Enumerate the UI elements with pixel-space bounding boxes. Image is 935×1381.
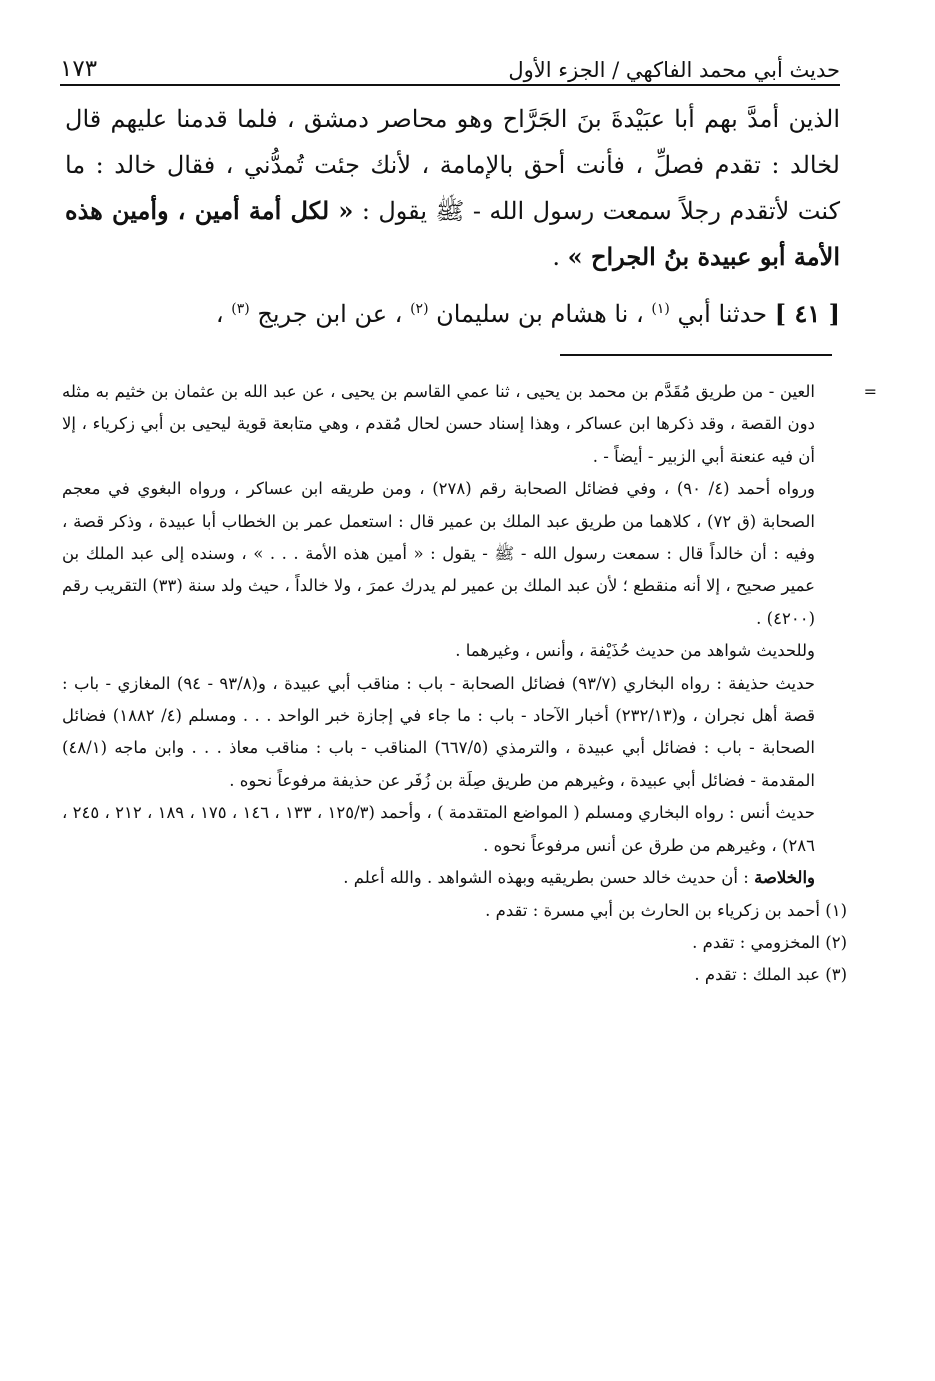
paragraph-end: . [552,243,568,271]
footnote-ref-1: (١) [651,301,670,317]
note-paragraph: حديث حذيفة : رواه البخاري (٩٣/٧) فضائل الصحابة - باب : مناقب أبي عبيدة ، و(٩٣/٨ - ٩٤) المغازي - باب : قصة أهل نجران ، و(٢٣٢/١٣) أخبار الآحاد - باب : ما جاء في إجازة خبر الواحد . . . ومسلم (٤/ ١٨٨٢) فضائل الصحابة - باب : فضائل أبي عبيدة ، والترمذي (٦٦٧/٥) المناقب - باب : مناقب معاذ . . . وابن ماجه (٤٨/١) المقدمة - فضائل أبي عبيدة ، وغيرهم من طريق صِلَة بن زُفَر عن حذيفة مرفوعاً نحوه . [62,673,815,790]
summary-label: والخلاصة [754,868,815,888]
footnote-list [62,895,847,992]
note-paragraph: العين - من طريق مُقَدَّم بن محمد بن يحيى ، ثنا عمي القاسم بن يحيى ، عن عبد الله بن عثمان بن خثيم به مثله دون القصة ، وقد ذكرها ابن عساكر ، وهذا إسناد حسن لحال مُقدم ، وهي متابعة قوية ليحيى بن أبي زكرياء ، إلا أن فيه عنعنة أبي الزبير - أيضاً - . [62,382,815,466]
chain-text-a: حدثنا أبي [677,300,768,328]
footnotes-section [62,376,877,992]
footnote-3: (٣) عبد الملك : تقدم . [694,965,847,985]
footnote-ref-2: (٢) [410,301,429,317]
hadith-quote: « لكل أمة أمين ، وأمين هذه الأمة أبو عبيدة بنُ الجراح » [65,196,840,271]
continuation-marker: = [863,382,877,401]
summary-paragraph [62,862,847,894]
note-paragraph: ورواه أحمد (٤/ ٩٠) ، وفي فضائل الصحابة رقم (٢٧٨) ، ومن طريقه ابن عساكر ، ورواه البغوي في معجم الصحابة (ق ٧٢) ، كلاهما من طريق عبد الملك بن عمير قال : استعمل عمر بن الخطاب أبا عبيدة ، وذكر قصة ، وفيه : أن خالداً قال : سمعت رسول الله - ﷺ - يقول : « أمين هذه الأمة . . . » ، وسنده إلى عبد الملك بن عمير صحيح ، إلا أنه منقطع ؛ لأن عبد الملك بن عمير لم يدرك عمرَ ، ولا خالداً ، حيث ولد سنة (٣٣) التقريب رقم (٤٢٠٠) . [62,479,816,628]
main-text [65,96,840,337]
summary-text: : أن حديث خالد حسن بطريقيه وبهذه الشواهد . والله أعلم . [343,868,755,888]
footnote-ref-3: (٣) [231,301,250,317]
chain-text-d: ، [215,300,224,328]
note-paragraph: وللحديث شواهد من حديث حُذَيْفة ، وأنس ، وغيرهما . [455,641,815,661]
page-number: ١٧٣ [60,56,98,82]
footnote-2: (٢) المخزومي : تقدم . [692,932,847,952]
header-title: حديث أبي محمد الفاكهي / الجزء الأول [508,58,840,82]
footnote-1: (١) أحمد بن زكرياء بن الحارث بن أبي مسرة : تقدم . [485,900,847,920]
main-paragraph [65,96,840,280]
note-paragraph: حديث أنس : رواه البخاري ومسلم ( المواضع المتقدمة ) ، وأحمد (١٢٥/٣ ، ١٣٣ ، ١٤٦ ، ١٧٥ ، ١٨٩ ، ٢١٢ ، ٢٤٥ ، ٢٨٦) ، وغيرهم من طرق عن أنس مرفوعاً نحوه . [62,803,816,855]
chain-text-c: ، عن ابن جريج [257,300,403,328]
hadith-chain [65,286,840,337]
chain-text-b: ، نا هشام بن سليمان [436,300,644,328]
paragraph-text: الذين أمدَّ بهم أبا عبَيْدةَ بنَ الجَرَّاح وهو محاصر دمشق ، فلما قدمنا عليهم قال لخالد : تقدم فصلِّ ، فأنت أحق بالإمامة ، لأنك جئت تُمدُّني ، فقال خالد : ما كنت لأتقدم رجلاً سمعت رسول الله - ﷺ يقول : [65,105,841,225]
footnote-divider [560,354,832,356]
running-header [60,42,840,86]
hadith-number: [ ٤١ ] [774,299,840,328]
